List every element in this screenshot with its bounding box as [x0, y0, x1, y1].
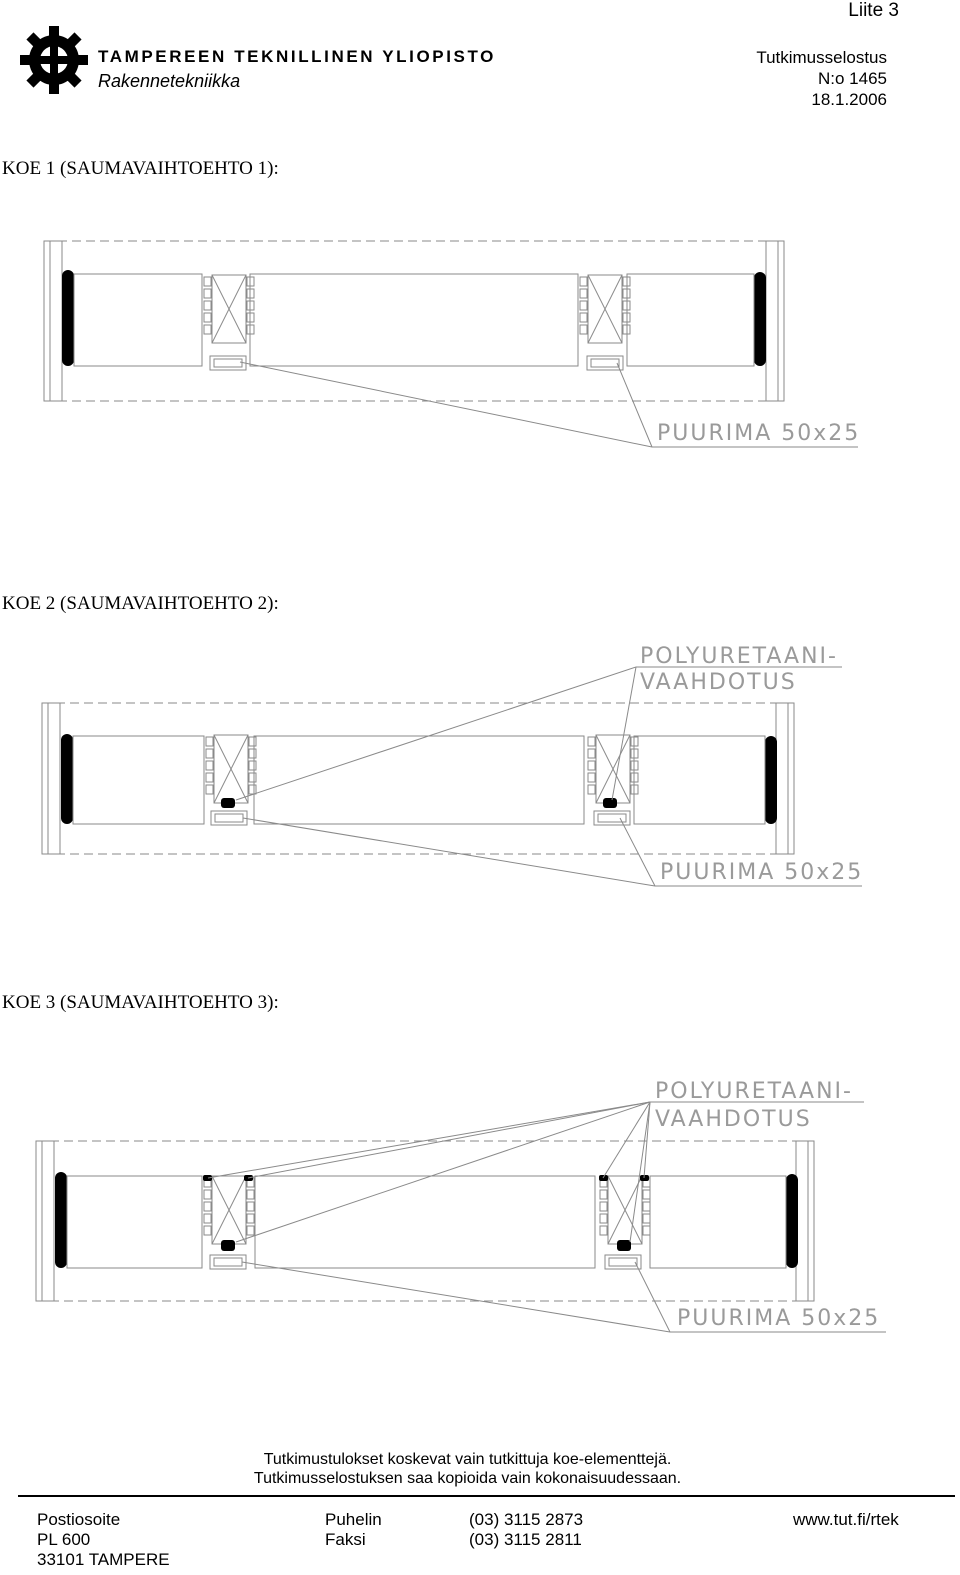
label-vaahdotus-koe-2: VAAHDOTUS: [640, 670, 797, 695]
footer-divider: [18, 1495, 955, 1497]
label-puurima-koe-3: PUURIMA 50x25: [677, 1306, 881, 1331]
footer-address-line-2: 33101 TAMPERE: [37, 1550, 170, 1569]
label-puurima-koe-1: PUURIMA 50x25: [657, 421, 861, 446]
section-title-koe-2: KOE 2 (SAUMAVAIHTOEHTO 2):: [2, 593, 279, 614]
report-date: 18.1.2006: [811, 90, 887, 109]
section-title-koe-3: KOE 3 (SAUMAVAIHTOEHTO 3):: [2, 992, 279, 1013]
footer-phone: (03) 3115 2873: [469, 1510, 584, 1529]
university-name: TAMPEREEN TEKNILLINEN YLIOPISTO: [98, 47, 496, 66]
report-number: N:o 1465: [818, 69, 887, 88]
label-polyuretaani-koe-2: POLYURETAANI-: [640, 644, 838, 669]
report-type: Tutkimusselostus: [756, 48, 887, 67]
footer-address-label: Postiosoite: [37, 1510, 121, 1529]
drawing-koe-2: [42, 644, 863, 886]
label-puurima-koe-2: PUURIMA 50x25: [660, 860, 864, 885]
section-title-koe-1: KOE 1 (SAUMAVAIHTOEHTO 1):: [2, 158, 279, 179]
footer-website-link[interactable]: www.tut.fi/rtek: [793, 1510, 899, 1529]
footer-fax: (03) 3115 2811: [469, 1530, 582, 1549]
drawing-koe-1: [44, 241, 860, 447]
label-polyuretaani-koe-3: POLYURETAANI-: [655, 1079, 853, 1104]
footer-fax-label: Faksi: [325, 1530, 366, 1549]
label-vaahdotus-koe-3: VAAHDOTUS: [655, 1107, 812, 1132]
footer-phone-label: Puhelin: [325, 1510, 382, 1529]
notice-line-1: Tutkimustulokset koskevat vain tutkittuja koe-elementtejä.: [263, 1451, 672, 1468]
notice-line-2: Tutkimusselostuksen saa kopioida vain kokonaisuudessaan.: [253, 1470, 682, 1487]
department-name: Rakennetekniikka: [98, 71, 241, 91]
attachment-label: Liite 3: [848, 0, 899, 21]
footer-address-line-1: PL 600: [37, 1530, 91, 1549]
drawing-koe-3: [36, 1079, 886, 1332]
